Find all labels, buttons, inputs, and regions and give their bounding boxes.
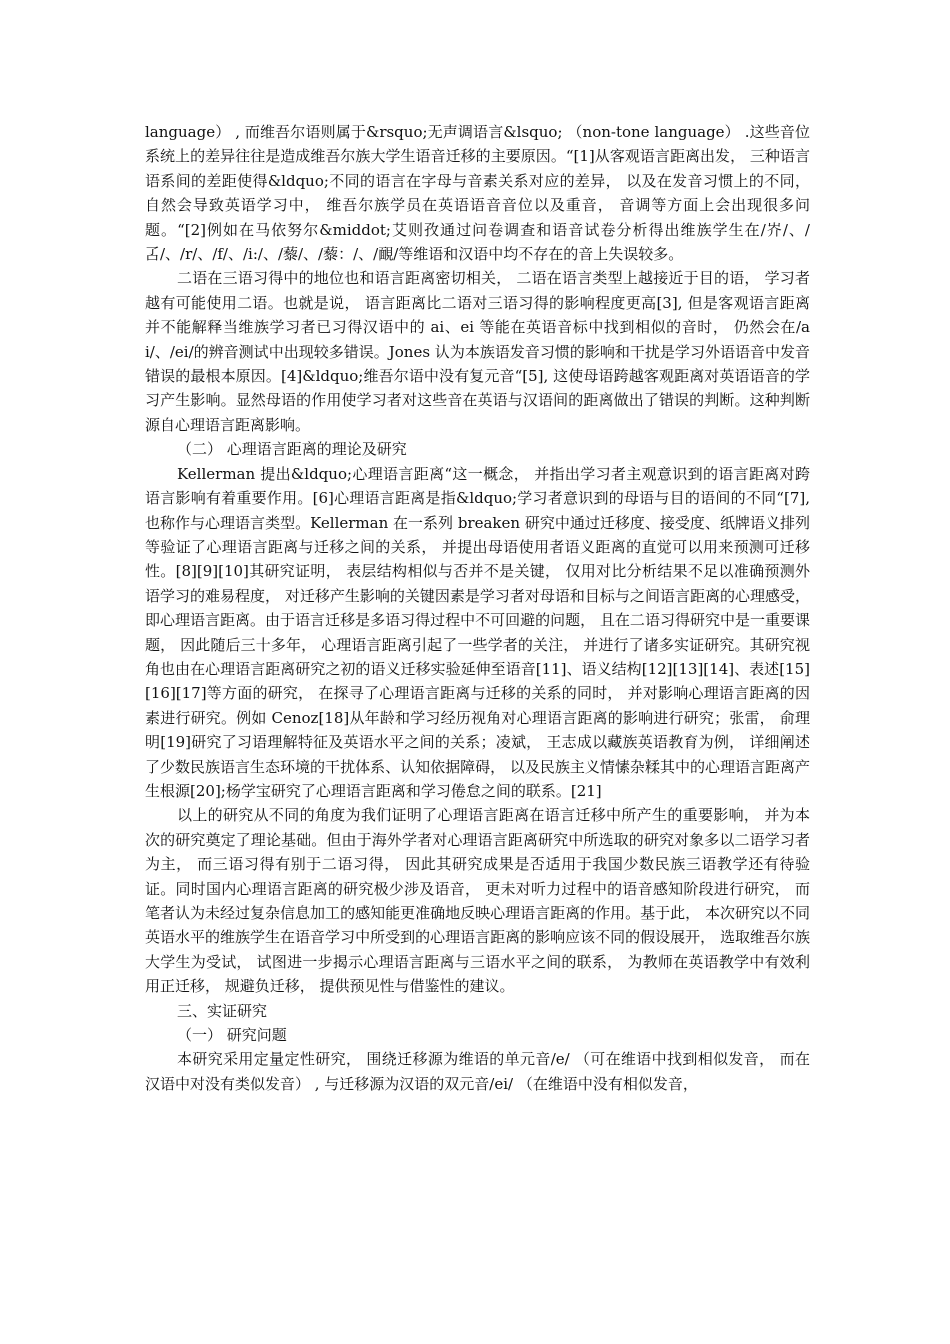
document-body bbox=[145, 120, 810, 1096]
section-heading-psychotypology-theory: （二） 心理语言距离的理论及研究 bbox=[177, 440, 407, 459]
section-heading-research-questions: （一） 研究问题 bbox=[177, 1026, 287, 1045]
paragraph-kellerman-psychotypology: Kellerman 提出&ldquo;心理语言距离“这一概念， 并指出学习者主观意识到的语言距离对跨语言影响有着重要作用。[6]心理语言距离是指&ldquo;学习者意识到的母语与目的语间的不同“[7], 也称作与心理语言类型。Kellerman 在一系列 breaken 研究中通过迁移度、接受度、纸牌语义排列等验证了心理语言距离与迁移之间的关系， 并提出母语使用者语义距离的直觉可以用来预测可迁移性。[8][9][10]其研究证明， 表层结构相似与否并不是关键， 仅用对比分析结果不足以准确预测外语学习的难易程度， 对迁移产生影响的关键因素是学习者对母语和目标与之间语言距离的心理感受， 即心理语言距离。由于语言迁移是多语习得过程中不可回避的问题， 且在二语习得研究中是一重要课题， 因此随后三十多年， 心理语言距离引起了一些学者的关注， 并进行了诸多实证研究。其研究视角也由在心理语言距离研究之初的语义迁移实验延伸至语音[11]、语义结构[12][13][14]、表述[15][16][17]等方面的研究， 在探寻了心理语言距离与迁移的关系的同时， 并对影响心理语言距离的因素进行研究。例如 Cenoz[18]从年龄和学习经历视角对心理语言距离的影响进行研究；张雷， 俞理明[19]研究了习语理解特征及英语水平之间的关系；凌斌， 王志成以藏族英语教育为例， 详细阐述了少数民族语言生态环境的干扰体系、认知依据障碍， 以及民族主义情愫杂糅其中的心理语言距离产生根源[20];杨学宝研究了心理语言距离和学习倦怠之间的联系。[21] bbox=[145, 464, 810, 800]
section-heading-empirical-study: 三、实证研究 bbox=[177, 1001, 268, 1020]
paragraph-research-method: 本研究采用定量定性研究， 围绕迁移源为维语的单元音/e/ （可在维语中找到相似发音， 而在汉语中对没有类似发音） , 与迁移源为汉语的双元音/ei/ （在维语中没有相似发音， bbox=[145, 1050, 810, 1093]
paragraph-second-language-role: 二语在三语习得中的地位也和语言距离密切相关， 二语在语言类型上越接近于目的语， 学习者越有可能使用二语。也就是说， 语言距离比二语对三语习得的影响程度更高[3], 但是客观语言距离并不能解释当维族学习者已习得汉语中的 ai、ei 等能在英语音标中找到相似的音时， 仍然会在/ai/、/ei/的辨音测试中出现较多错误。Jones 认为本族语发音习惯的影响和干扰是学习外语语音中发音错误的最根本原因。[4]&ldquo;维吾尔语中没有复元音“[5], 这使母语跨越客观距离对英语语音的学习产生影响。显然母语的作用使学习者对这些音在英语与汉语间的距离做出了错误的判断。这种判断源自心理语言距离影响。 bbox=[145, 269, 810, 434]
paragraph-sound-system-differences: language） , 而维吾尔语则属于&rsquo;无声调语言&lsquo; （non-tone language） .这些音位系统上的差异往往是造成维吾尔族大学生语音迁移的主要原因。“[1]从客观语言距离出发， 三种语言语系间的差距使得&ldquo;不同的语言在字母与音素关系对应的差异， 以及在发音习惯上的不同， 自然会导致英语学习中， 维吾尔族学员在英语语音音位以及重音， 音调等方面上会出现很多问题。“[2]例如在马依努尔&middot;艾则孜通过问卷调查和语音试卷分析得出维族学生在/岕/、/叾/、/r/、/f/、/i:/、/藜/、/藜：/、/靦/等维语和汉语中均不存在的音上失误较多。 bbox=[145, 123, 810, 264]
paragraph-research-foundation: 以上的研究从不同的角度为我们证明了心理语言距离在语言迁移中所产生的重要影响， 并为本次的研究奠定了理论基础。但由于海外学者对心理语言距离研究中所选取的研究对象多以二语学习者为主， 而三语习得有别于二语习得， 因此其研究成果是否适用于我国少数民族三语教学还有待验证。同时国内心理语言距离的研究极少涉及语音， 更未对听力过程中的语音感知阶段进行研究， 而笔者认为未经过复杂信息加工的感知能更准确地反映心理语言距离的作用。基于此， 本次研究以不同英语水平的维族学生在语音学习中所受到的心理语言距离的影响应该不同的假设展开， 选取维吾尔族大学生为受试， 试图进一步揭示心理语言距离与三语水平之间的联系， 为教师在英语教学中有效利用正迁移， 规避负迁移， 提供预见性与借鉴性的建议。 bbox=[145, 806, 810, 996]
